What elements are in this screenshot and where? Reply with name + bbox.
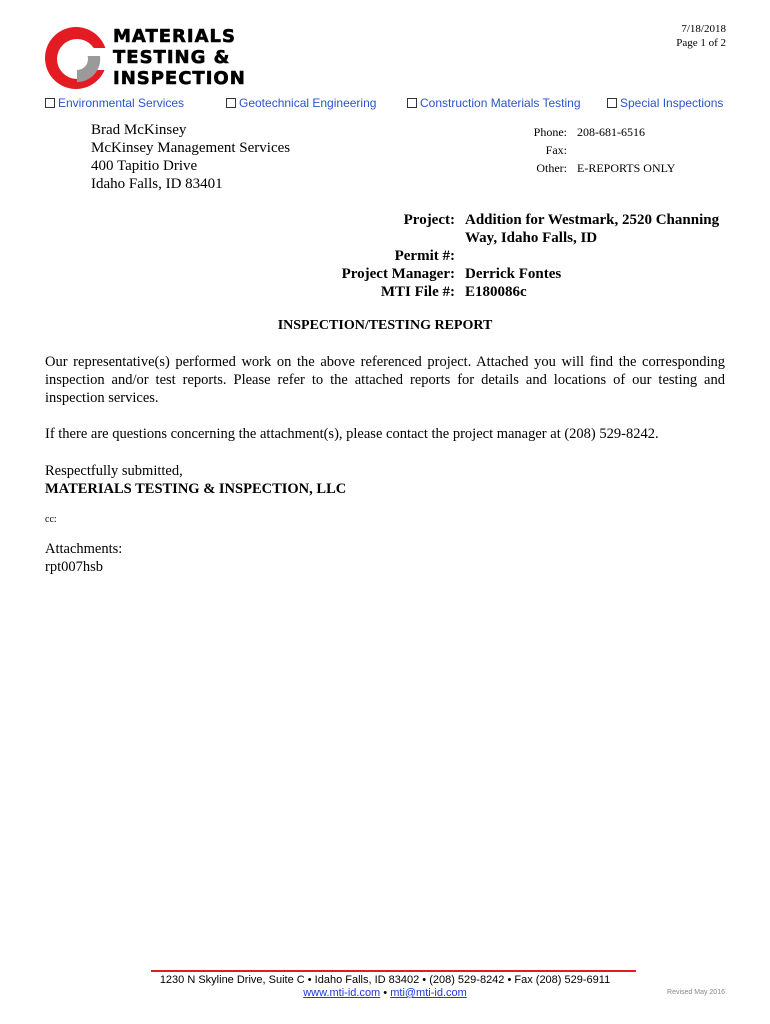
contact-values [577, 123, 675, 177]
recipient-street: 400 Tapitio Drive [91, 158, 198, 174]
intro-paragraph: Our representative(s) performed work on the above referenced project. Attached you will find the corresponding inspection and/or test reports. Please refer to the attached reports for details and locations of our testing and inspection services. [45, 354, 725, 406]
logo-line-1: MATERIALS [113, 26, 236, 47]
service-environmental[interactable] [45, 96, 184, 110]
logo-line-2: TESTING & [113, 47, 231, 68]
recipient-name: Brad McKinsey [91, 122, 187, 138]
service-label: Geotechnical Engineering [239, 96, 377, 110]
file-label: MTI File #: [380, 284, 455, 300]
footer-divider [151, 970, 636, 972]
project-name-line-2: Way, Idaho Falls, ID [465, 230, 598, 246]
other-value: E-REPORTS ONLY [577, 161, 676, 175]
company-logo [44, 26, 108, 90]
service-label: Construction Materials Testing [420, 96, 581, 110]
cc-label: cc: [45, 514, 57, 525]
logo-wordmark [113, 26, 246, 89]
footer-links [0, 987, 770, 999]
service-label: Special Inspections [620, 96, 724, 110]
report-date: 7/18/2018 [681, 23, 726, 35]
project-label: Project: [403, 212, 455, 228]
closing-text: Respectfully submitted, [45, 463, 183, 479]
checkbox-icon [226, 98, 236, 108]
phone-value: 208-681-6516 [577, 125, 645, 139]
attachment-name: rpt007hsb [45, 559, 103, 575]
recipient-city: Idaho Falls, ID 83401 [91, 176, 223, 192]
report-title: INSPECTION/TESTING REPORT [277, 318, 493, 333]
project-info [0, 211, 770, 301]
checkbox-icon [407, 98, 417, 108]
file-value: E180086c [465, 284, 527, 300]
contact-paragraph: If there are questions concerning the attachment(s), please contact the project manager at (208) 529-8242. [45, 426, 659, 442]
checkbox-icon [607, 98, 617, 108]
phone-label: Phone: [533, 125, 567, 139]
service-geotechnical[interactable] [226, 96, 376, 110]
footer-separator: • [383, 987, 388, 999]
email-link[interactable]: mti@mti-id.com [390, 987, 467, 999]
contact-labels [460, 123, 567, 177]
project-name-line-1: Addition for Westmark, 2520 Channing [465, 212, 720, 228]
footer-address: 1230 N Skyline Drive, Suite C • Idaho Falls, ID 83402 • (208) 529-8242 • Fax (208) 529-6911 [159, 974, 611, 986]
service-label: Environmental Services [58, 96, 185, 110]
permit-label: Permit #: [394, 248, 455, 264]
other-label: Other: [536, 161, 567, 175]
recipient-address [91, 121, 290, 193]
date-block [676, 22, 726, 50]
website-link[interactable]: www.mti-id.com [303, 987, 381, 999]
fax-value [577, 141, 675, 159]
manager-value: Derrick Fontes [465, 266, 562, 282]
recipient-company: McKinsey Management Services [91, 140, 291, 156]
checkbox-icon [45, 98, 55, 108]
service-special-inspections[interactable] [607, 96, 723, 110]
manager-label: Project Manager: [341, 266, 455, 282]
attachments-label: Attachments: [45, 541, 123, 557]
signature: MATERIALS TESTING & INSPECTION, LLC [45, 481, 347, 497]
page-number: Page 1 of 2 [676, 37, 726, 49]
service-construction-testing[interactable] [407, 96, 581, 110]
logo-line-3: INSPECTION [113, 68, 246, 89]
fax-label: Fax: [545, 143, 567, 157]
revised-note: Revised May 2016 [667, 989, 725, 996]
